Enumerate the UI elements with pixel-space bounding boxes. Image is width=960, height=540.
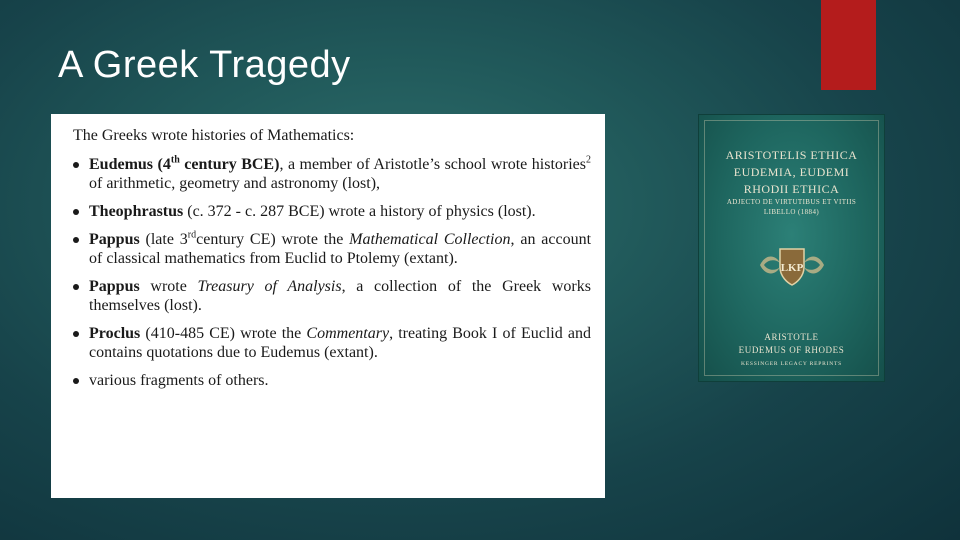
book-cover-image bbox=[698, 114, 885, 382]
bullet-dot-icon bbox=[73, 209, 79, 215]
book-title: ARISTOTELIS ETHICA EUDEMIA, EUDEMI RHODII ETHICA bbox=[725, 148, 858, 196]
bullet-item-pappus-treasury: Pappus wrote Treasury of Analysis, a collection of the Greek works themselves (lost). bbox=[67, 277, 591, 315]
work-title: Mathematical Collection bbox=[349, 231, 511, 249]
work-title: Commentary bbox=[306, 325, 390, 343]
bullet-text: (c. 372 - c. 287 BCE) wrote a history of physics (lost). bbox=[183, 203, 536, 221]
bullet-dot-icon bbox=[73, 237, 79, 243]
slide-title: A Greek Tragedy bbox=[58, 44, 351, 86]
bullet-lead: Eudemus (4th century BCE) bbox=[89, 154, 280, 174]
crest-emblem-icon bbox=[756, 243, 828, 287]
bullet-dot-icon bbox=[73, 378, 79, 384]
bullet-lead: Pappus bbox=[89, 231, 140, 249]
svg-text:LKP: LKP bbox=[780, 262, 804, 274]
book-subtitle: ADJECTO DE VIRTUTIBUS ET VITIIS LIBELLO (1884) bbox=[726, 198, 857, 216]
bullet-list bbox=[67, 155, 591, 390]
bullet-item-proclus: Proclus (410-485 CE) wrote the Commentary, treating Book I of Euclid and contains quotations due to Eudemus (extant). bbox=[67, 324, 591, 362]
bullet-item-pappus-collection: Pappus (late 3rdcentury CE) wrote the Mathematical Collection, an account of classical mathematics from Euclid to Ptolemy (extant). bbox=[67, 230, 591, 268]
text-panel-image bbox=[51, 114, 605, 498]
bullet-item-fragments bbox=[67, 371, 591, 390]
book-publisher: KESSINGER LEGACY REPRINTS bbox=[740, 361, 843, 367]
bullet-text-rest: of arithmetic, geometry and astronomy (lost), bbox=[89, 175, 381, 193]
footnote-marker: 2 bbox=[586, 154, 592, 166]
work-title: Treasury of Analysis bbox=[197, 278, 342, 296]
bullet-lead: Theophrastus bbox=[89, 203, 184, 221]
bullet-lead: Proclus bbox=[89, 325, 141, 343]
accent-bar bbox=[821, 0, 876, 90]
bullet-item-eudemus bbox=[67, 155, 591, 193]
bullet-lead: Pappus bbox=[89, 278, 140, 296]
bullet-dot-icon bbox=[73, 331, 79, 337]
bullet-text: , a member of Aristotle’s school wrote histories bbox=[279, 156, 587, 174]
bullet-text: various fragments of others. bbox=[89, 372, 269, 390]
panel-heading: The Greeks wrote histories of Mathematics: bbox=[73, 127, 355, 144]
bullet-item-theophrastus bbox=[67, 202, 591, 221]
book-author: ARISTOTLE EUDEMUS OF RHODES bbox=[738, 332, 845, 355]
bullet-dot-icon bbox=[73, 284, 79, 290]
bullet-dot-icon bbox=[73, 162, 79, 168]
